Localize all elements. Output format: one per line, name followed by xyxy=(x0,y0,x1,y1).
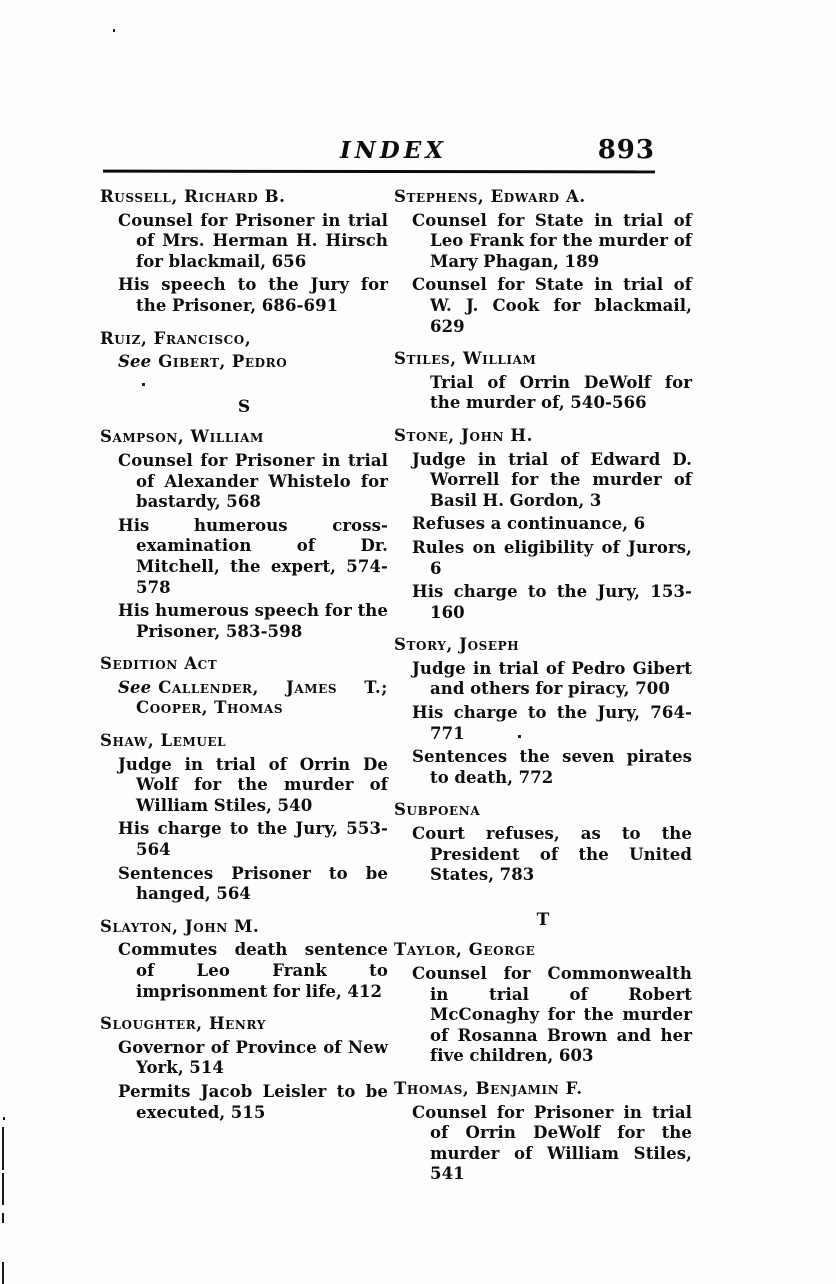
index-entry xyxy=(394,940,692,1067)
index-entry xyxy=(394,187,692,337)
index-entry xyxy=(100,1014,388,1123)
see-target: Callender, James T.; Cooper, Thomas xyxy=(136,677,388,718)
page-number: 893 xyxy=(597,135,655,165)
entry-term: Shaw, Lemuel xyxy=(100,731,227,751)
page-title: INDEX xyxy=(340,137,448,164)
entry-item: Refuses a continuance, 6 xyxy=(412,514,646,534)
entry-item: Judge in trial of Edward D. Worrell for the murder of Basil H. Gordon, 3 xyxy=(412,449,692,510)
section-letter: T xyxy=(536,909,550,930)
entry-item: His speech to the Jury for the Prisoner, 686-691 xyxy=(118,275,388,315)
index-entry xyxy=(100,329,388,373)
entry-item: Rules on eligibility of Jurors, 6 xyxy=(412,537,692,578)
index-entry xyxy=(100,917,388,1002)
entry-term: Slayton, John M. xyxy=(100,916,260,936)
index-entry xyxy=(394,800,692,885)
scan-artifact xyxy=(2,1173,4,1205)
entry-term: Sampson, William xyxy=(100,427,264,447)
entry-term: Stone, John H. xyxy=(394,425,533,445)
scan-artifact xyxy=(3,1117,5,1120)
entry-item: Counsel for State in trial of Leo Frank for the murder of Mary Phagan, 189 xyxy=(412,210,692,271)
entry-item: Commutes death sentence of Leo Frank to imprisonment for life, 412 xyxy=(118,940,388,1001)
entry-term: Thomas, Benjamin F. xyxy=(394,1078,583,1098)
entry-item: Court refuses, as to the President of the United States, 783 xyxy=(412,824,692,885)
entry-item: Counsel for Commonwealth in trial of Robert McConaghy for the murder of Rosanna Brown and her five children, 603 xyxy=(412,964,692,1066)
entry-term: Sedition Act xyxy=(100,654,218,674)
entry-item: Judge in trial of Orrin De Wolf for the murder of William Stiles, 540 xyxy=(118,754,388,815)
scan-artifact xyxy=(142,383,145,386)
index-entry xyxy=(100,427,388,642)
scan-artifact xyxy=(518,735,521,738)
scan-artifact xyxy=(113,29,115,32)
entry-term: Ruiz, Francisco, xyxy=(100,328,252,348)
see-target: Gibert, Pedro xyxy=(158,352,288,372)
entry-item: Sentences Prisoner to be hanged, 564 xyxy=(118,863,388,904)
cross-reference xyxy=(100,678,388,719)
entry-item: Counsel for State in trial of W. J. Cook for blackmail, 629 xyxy=(412,275,692,336)
entry-item: His charge to the Jury, 153-160 xyxy=(412,582,692,622)
index-entry xyxy=(394,635,692,788)
entry-item: His humerous cross-examination of Dr. Mitchell, the expert, 574-578 xyxy=(118,515,388,597)
entry-item: Counsel for Prisoner in trial of Mrs. Herman H. Hirsch for blackmail, 656 xyxy=(118,210,388,271)
entry-item: Counsel for Prisoner in trial of Alexander Whistelo for bastardy, 568 xyxy=(118,450,388,512)
scan-artifact xyxy=(2,1262,4,1284)
entry-item: Trial of Orrin DeWolf for the murder of, 540-566 xyxy=(430,372,692,413)
index-entry xyxy=(394,349,692,414)
entry-item: Sentences the seven pirates to death, 772 xyxy=(412,747,692,787)
entry-term: Stephens, Edward A. xyxy=(394,187,586,206)
see-label: See xyxy=(118,352,152,372)
scan-artifact xyxy=(2,1127,4,1170)
index-entry xyxy=(100,654,388,719)
right-column xyxy=(394,187,692,1196)
entry-term: Russell, Richard B. xyxy=(100,187,286,206)
entry-term: Story, Joseph xyxy=(394,635,520,655)
index-columns xyxy=(100,187,692,1196)
entry-term: Sloughter, Henry xyxy=(100,1014,266,1034)
cross-reference xyxy=(100,352,388,373)
entry-item: Counsel for Prisoner in trial of Orrin DeWolf for the murder of William Stiles, 541 xyxy=(412,1102,692,1184)
entry-term: Taylor, George xyxy=(394,940,536,960)
entry-term: Subpoena xyxy=(394,800,481,820)
index-entry xyxy=(394,1079,692,1185)
index-entry xyxy=(100,731,388,905)
left-column xyxy=(100,187,388,1196)
entry-term: Stiles, William xyxy=(394,349,537,369)
header-rule xyxy=(103,170,655,174)
entry-item: His charge to the Jury, 764-771 xyxy=(412,703,692,743)
entry-item: Permits Jacob Leisler to be executed, 515 xyxy=(118,1081,388,1122)
entry-item: His charge to the Jury, 553-564 xyxy=(118,819,388,860)
see-label: See xyxy=(118,677,152,697)
scan-artifact xyxy=(2,1213,4,1223)
index-entry xyxy=(394,426,692,623)
entry-item: Judge in trial of Pedro Gibert and others for piracy, 700 xyxy=(412,658,692,699)
entry-item: Governor of Province of New York, 514 xyxy=(118,1037,388,1078)
section-letter: S xyxy=(237,396,251,417)
entry-item: His humerous speech for the Prisoner, 583-598 xyxy=(118,601,388,641)
index-entry xyxy=(100,187,388,317)
